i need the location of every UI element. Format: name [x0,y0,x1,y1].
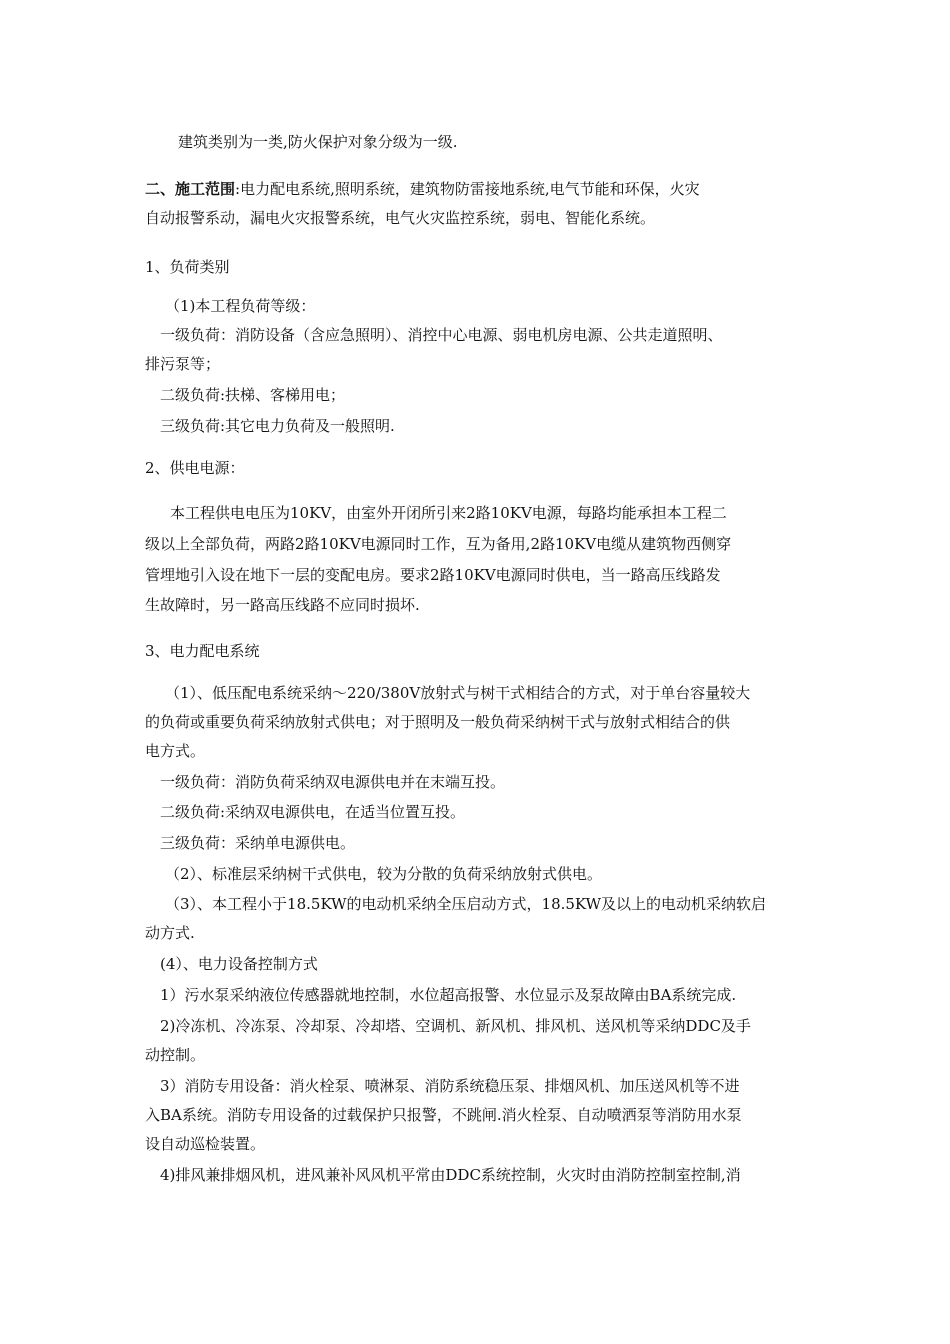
section3-line: 动方式. [145,924,195,942]
section3-line: 的负荷或重要负荷采纳放射式供电；对于照明及一般负荷采纳树干式与放射式相结合的供 [145,713,731,731]
section2-line: 本工程供电电压为10KV，由室外开闭所引来2路10KV电源，每路均能承担本工程二 [170,504,727,522]
section3-line: 动控制。 [145,1046,206,1064]
intro-paragraph: 建筑类别为一类,防火保护对象分级为一级. [178,133,458,151]
section2-title: 2、供电电源： [145,459,245,477]
scope-text-1: :电力配电系统,照明系统，建筑物防雷接地系统,电气节能和环保，火灾 [235,180,700,198]
section2-line: 管埋地引入设在地下一层的变配电房。要求2路10KV电源同时供电，当一路高压线路发 [145,566,721,584]
section3-line: （1）、低压配电系统采纳～220/380V放射式与树干式相结合的方式，对于单台容量较大 [165,684,751,702]
section3-line: 入BA系统。消防专用设备的过载保护只报警，不跳闸.消火栓泵、自动喷洒泵等消防用水泵 [145,1106,742,1124]
section3-line: (4）、电力设备控制方式 [160,955,318,973]
section3-line: 电方式。 [145,742,206,760]
section3-line: （2）、标准层采纳树干式供电，较为分散的负荷采纳放射式供电。 [165,865,603,883]
section1-line: 三级负荷:其它电力负荷及一般照明. [160,417,395,435]
section3-line: 一级负荷：消防负荷采纳双电源供电并在末端互投。 [160,773,506,791]
section1-line: 二级负荷:扶梯、客梯用电； [160,386,346,404]
section3-title: 3、电力配电系统 [145,642,260,660]
section3-line: 设自动巡检装置。 [145,1135,266,1153]
section3-line: 3）消防专用设备：消火栓泵、喷淋泵、消防系统稳压泵、排烟风机、加压送风机等不进 [160,1077,740,1095]
scope-line-2: 自动报警系动，漏电火灾报警系统，电气火灾监控系统，弱电、智能化系统。 [145,209,656,227]
section2-line: 生故障时，另一路高压线路不应同时损坏. [145,596,420,614]
section1-title: 1、负荷类别 [145,258,230,276]
section1-line: 一级负荷：消防设备（含应急照明）、消控中心电源、弱电机房电源、公共走道照明、 [160,326,723,344]
section3-line: （3）、本工程小于18.5KW的电动机采纳全压启动方式，18.5KW及以上的电动机采纳软启 [165,895,767,913]
section3-line: 2)冷冻机、冷冻泵、冷却泵、冷却塔、空调机、新风机、排风机、送风机等采纳DDC及手 [160,1017,751,1035]
section2-line: 级以上全部负荷，两路2路10KV电源同时工作，互为备用,2路10KV电缆从建筑物西侧穿 [145,535,732,553]
section1-line: （1)本工程负荷等级： [165,297,316,315]
section3-line: 4)排风兼排烟风机，进风兼补风风机平常由DDC系统控制，火灾时由消防控制室控制,消 [160,1166,741,1184]
section3-line: 三级负荷：采纳单电源供电。 [160,834,356,852]
scope-heading: 二、施工范围 [145,180,236,198]
section1-line: 排污泵等； [145,355,221,373]
section3-line: 二级负荷:采纳双电源供电，在适当位置互投。 [160,803,466,821]
scope-line-1 [145,179,700,199]
section3-line: 1）污水泵采纳液位传感器就地控制，水位超高报警、水位显示及泵故障由BA系统完成. [160,986,737,1004]
